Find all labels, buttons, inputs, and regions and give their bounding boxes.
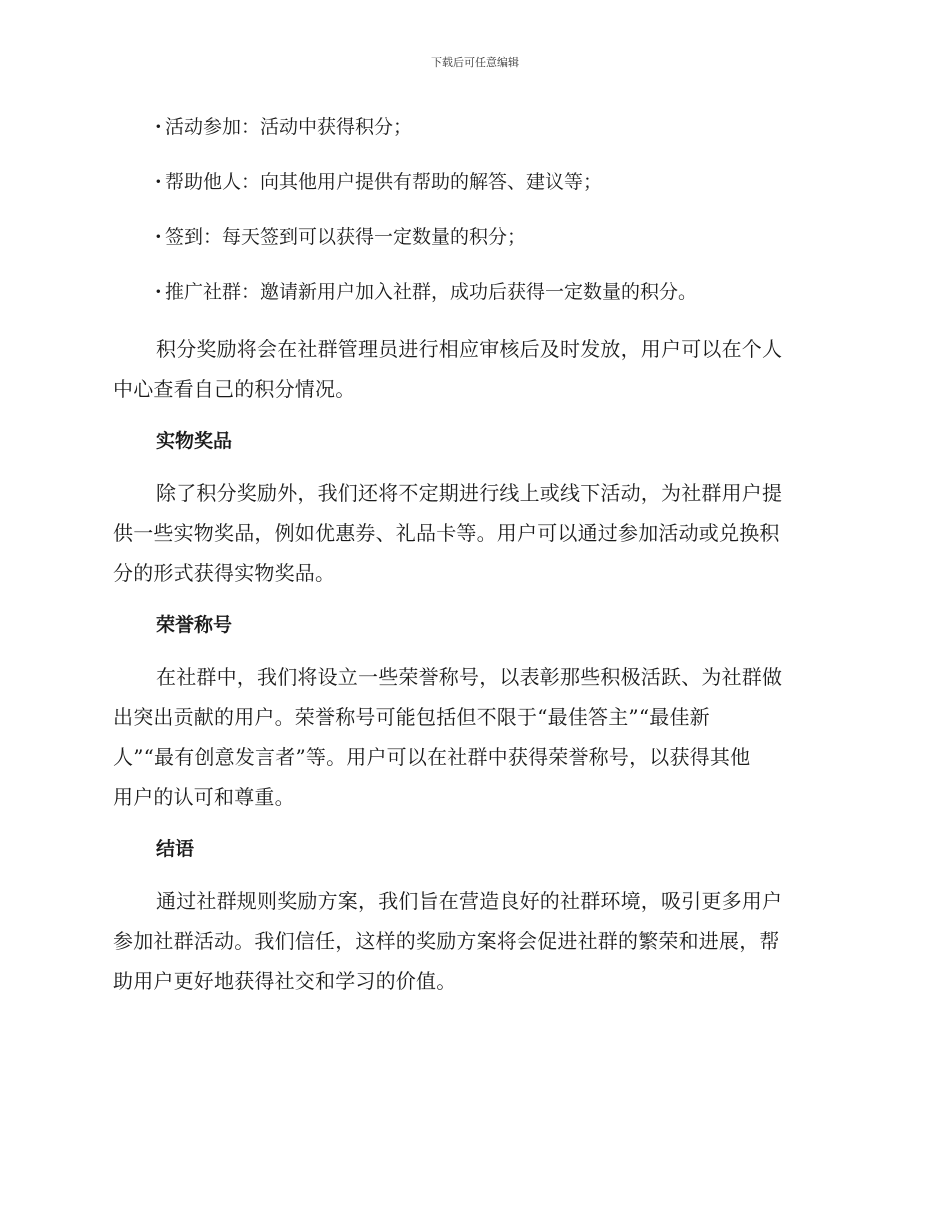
page-header: 下载后可任意编辑 bbox=[431, 56, 519, 69]
bullet-marker: · bbox=[155, 226, 162, 248]
paragraph-line: 供一些实物奖品，例如优惠券、礼品卡等。用户可以通过参加活动或兑换积 bbox=[113, 521, 780, 545]
paragraph-line: 用户的认可和尊重。 bbox=[113, 785, 295, 809]
bullet-marker: · bbox=[155, 171, 162, 193]
paragraph-line: 通过社群规则奖励方案，我们旨在营造良好的社群环境，吸引更多用户 bbox=[156, 889, 783, 913]
paragraph-line: 出突出贡献的用户。荣誉称号可能包括但不限于“最佳答主”“最佳新 bbox=[113, 705, 710, 729]
bullet-text: 签到：每天签到可以获得一定数量的积分； bbox=[165, 226, 527, 248]
bullet-item bbox=[155, 274, 829, 311]
paragraph-line: 在社群中，我们将设立一些荣誉称号，以表彰那些积极活跃、为社群做 bbox=[156, 665, 783, 689]
bullet-text: 活动参加：活动中获得积分； bbox=[165, 116, 413, 138]
bullet-marker: · bbox=[155, 281, 162, 303]
honor-titles-paragraph bbox=[113, 657, 829, 817]
bullet-text: 推广社群：邀请新用户加入社群，成功后获得一定数量的积分。 bbox=[165, 281, 698, 303]
bullet-text: 帮助他人：向其他用户提供有帮助的解答、建议等； bbox=[165, 171, 603, 193]
paragraph-line: 中心查看自己的积分情况。 bbox=[113, 377, 356, 401]
physical-prizes-paragraph bbox=[113, 473, 829, 593]
paragraph-line: 分的形式获得实物奖品。 bbox=[113, 561, 336, 585]
paragraph-line: 除了积分奖励外，我们还将不定期进行线上或线下活动，为社群用户提 bbox=[156, 481, 783, 505]
bullet-item bbox=[155, 219, 829, 256]
section-heading-conclusion: 结语 bbox=[156, 838, 195, 860]
bullet-marker: · bbox=[155, 116, 162, 138]
bullet-item bbox=[155, 164, 829, 201]
points-paragraph bbox=[113, 329, 829, 409]
section-heading-physical-prizes: 实物奖品 bbox=[156, 430, 233, 452]
bullet-item bbox=[155, 109, 829, 146]
paragraph-line: 积分奖励将会在社群管理员进行相应审核后及时发放，用户可以在个人 bbox=[156, 337, 783, 361]
document-body bbox=[113, 109, 829, 1013]
paragraph-line: 人”“最有创意发言者”等。用户可以在社群中获得荣誉称号，以获得其他 bbox=[113, 745, 751, 769]
conclusion-paragraph bbox=[113, 881, 829, 1001]
paragraph-line: 参加社群活动。我们信任，这样的奖励方案将会促进社群的繁荣和进展，帮 bbox=[113, 929, 780, 953]
section-heading-honor-titles: 荣誉称号 bbox=[156, 614, 233, 636]
paragraph-line: 助用户更好地获得社交和学习的价值。 bbox=[113, 969, 457, 993]
